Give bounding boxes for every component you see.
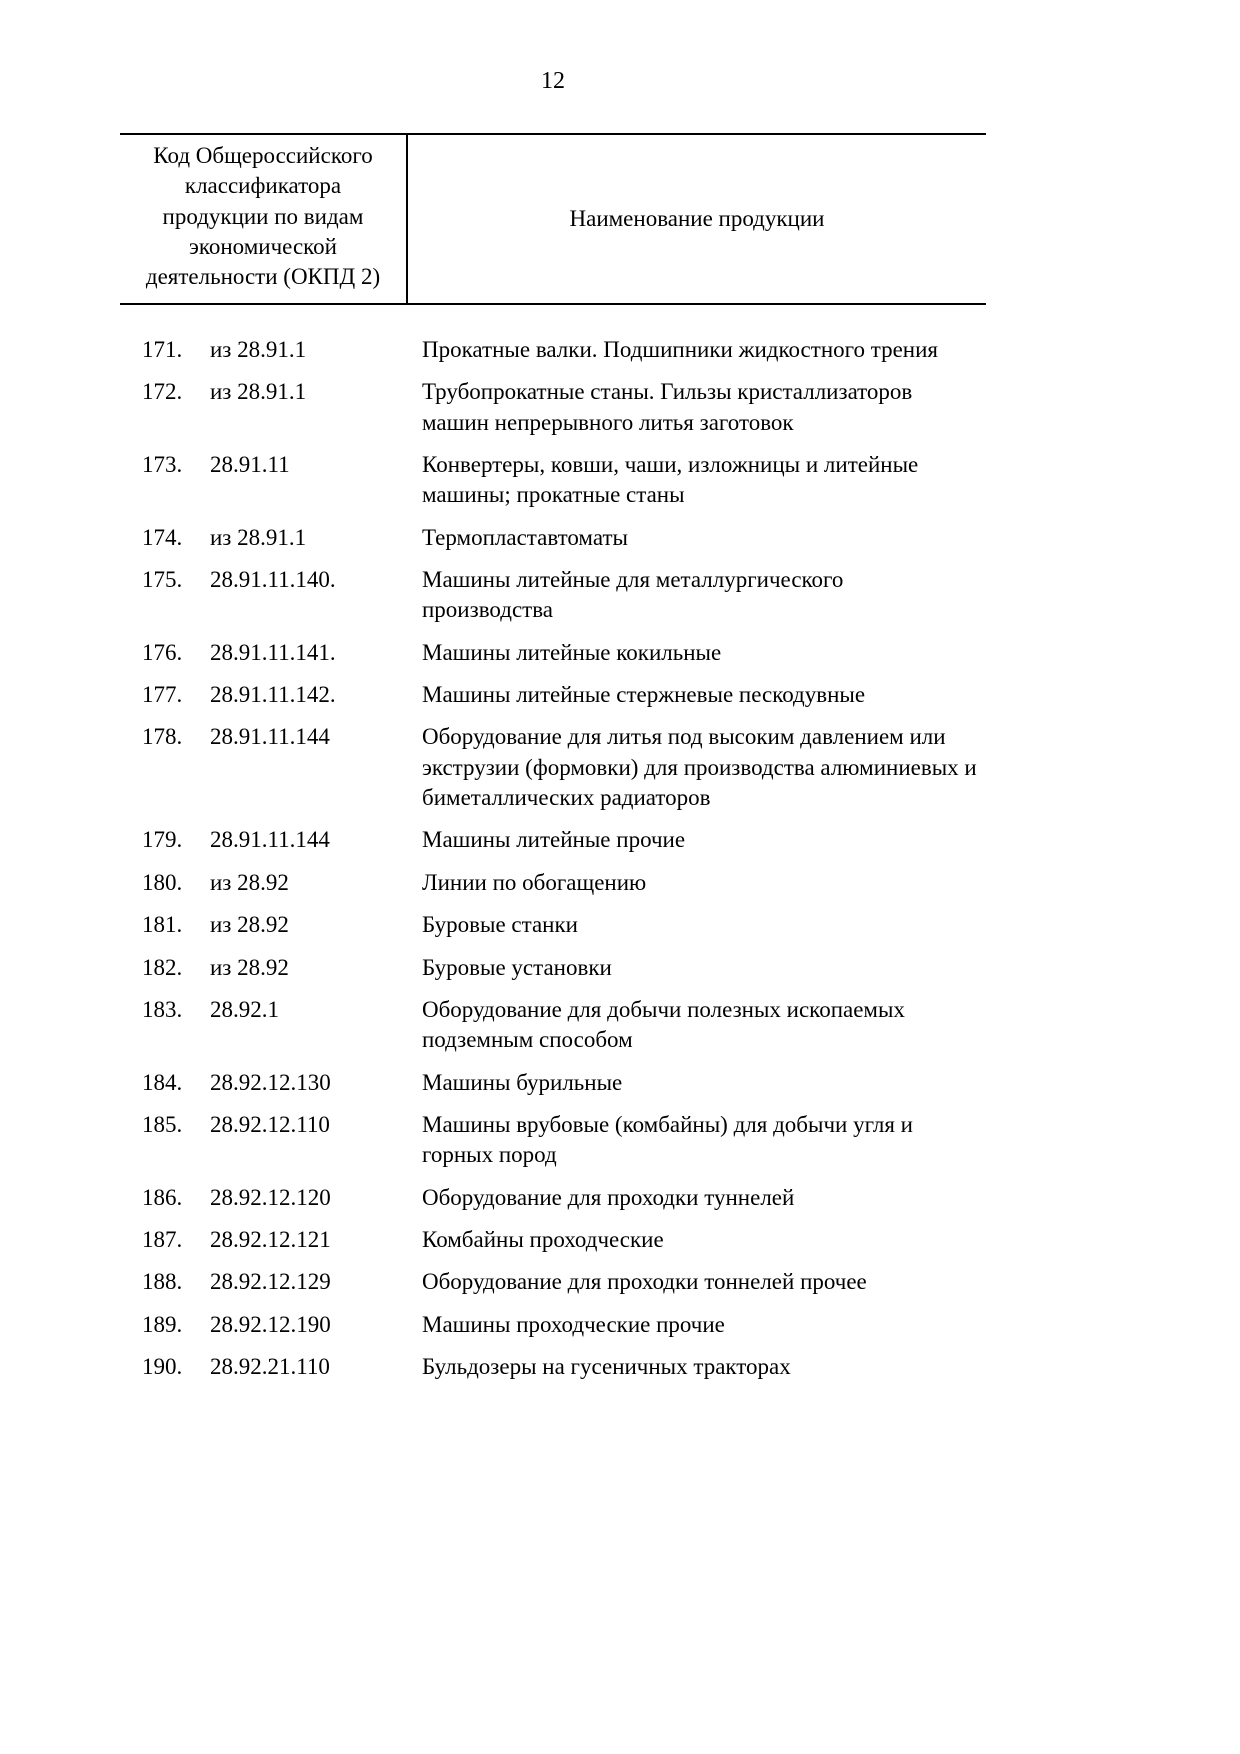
product-name: Машины литейные прочие [422, 827, 686, 853]
row-number: 171. [142, 336, 183, 362]
okpd-code: из 28.92 [210, 954, 289, 980]
table-row [120, 1183, 986, 1213]
table-row [120, 910, 986, 940]
table-row [120, 335, 986, 365]
product-name: Оборудование для проходки тоннелей прочее [422, 1269, 867, 1295]
product-name: Машины проходческие прочие [422, 1311, 725, 1337]
product-name: Оборудование для литья под высоким давлением или экструзии (формовки) для производства алюминиевых и биметаллических радиаторов [422, 724, 977, 811]
table-row [120, 450, 986, 511]
table-row [120, 638, 986, 668]
okpd-code: из 28.91.1 [210, 524, 307, 550]
table-row [120, 1310, 986, 1340]
table-row [120, 1068, 986, 1098]
product-name: Прокатные валки. Подшипники жидкостного трения [422, 336, 938, 362]
table-row [120, 1225, 986, 1255]
table-header-name-column: Наименование продукции [569, 205, 825, 231]
okpd-code: 28.91.11.142. [210, 682, 336, 708]
row-number: 178. [142, 724, 183, 750]
okpd-code: 28.91.11 [210, 451, 290, 477]
okpd-code: 28.91.11.144 [210, 827, 330, 853]
product-name: Машины литейные для металлургического производства [422, 566, 844, 623]
table-row [120, 953, 986, 983]
product-name: Машины бурильные [422, 1069, 623, 1095]
row-number: 177. [142, 682, 183, 708]
okpd-code: 28.92.12.110 [210, 1111, 330, 1137]
table-row [120, 722, 986, 813]
row-number: 186. [142, 1184, 183, 1210]
product-name: Машины литейные стержневые пескодувные [422, 682, 866, 708]
table-body [120, 305, 986, 1383]
row-number: 188. [142, 1269, 183, 1295]
row-number: 182. [142, 954, 183, 980]
table-row [120, 1267, 986, 1297]
table-row [120, 377, 986, 438]
product-name: Машины врубовые (комбайны) для добычи угля и горных пород [422, 1111, 913, 1168]
row-number: 185. [142, 1111, 183, 1137]
table-row [120, 868, 986, 898]
okpd-code: из 28.91.1 [210, 379, 307, 405]
okpd-code: 28.92.12.190 [210, 1311, 331, 1337]
row-number: 181. [142, 912, 183, 938]
product-name: Бульдозеры на гусеничных тракторах [422, 1354, 791, 1380]
row-number: 187. [142, 1227, 183, 1253]
table-row [120, 825, 986, 855]
table-header [120, 133, 986, 305]
okpd-code: 28.92.12.129 [210, 1269, 331, 1295]
table-row [120, 1110, 986, 1171]
page-number: 12 [541, 68, 565, 94]
okpd-code: из 28.91.1 [210, 336, 307, 362]
page-content [120, 68, 986, 1395]
row-number: 175. [142, 566, 183, 592]
okpd-code: из 28.92 [210, 869, 289, 895]
row-number: 183. [142, 996, 183, 1022]
row-number: 174. [142, 524, 183, 550]
row-number: 173. [142, 451, 183, 477]
row-number: 184. [142, 1069, 183, 1095]
product-name: Трубопрокатные станы. Гильзы кристаллизаторов машин непрерывного литья заготовок [422, 379, 913, 435]
row-number: 176. [142, 639, 183, 665]
okpd-code: 28.92.21.110 [210, 1354, 330, 1380]
product-name: Конвертеры, ковши, чаши, изложницы и литейные машины; прокатные станы [422, 451, 919, 508]
product-name: Линии по обогащению [422, 869, 647, 895]
table-header-code-column: Код Общероссийского классификатора продукции по видам экономической деятельности (ОКПД 2) [120, 135, 408, 303]
product-name: Машины литейные кокильные [422, 639, 722, 665]
product-name: Буровые установки [422, 954, 612, 980]
okpd-code: из 28.92 [210, 912, 289, 938]
row-number: 189. [142, 1311, 183, 1337]
row-number: 179. [142, 827, 183, 853]
table-row [120, 995, 986, 1056]
okpd-code: 28.91.11.144 [210, 724, 330, 750]
row-number: 172. [142, 379, 183, 405]
table-row [120, 565, 986, 626]
okpd-code: 28.91.11.141. [210, 639, 336, 665]
table-row [120, 1352, 986, 1382]
table-row [120, 680, 986, 710]
okpd-code: 28.91.11.140. [210, 566, 336, 592]
table-row [120, 523, 986, 553]
row-number: 180. [142, 869, 183, 895]
product-name: Оборудование для добычи полезных ископаемых подземным способом [422, 996, 905, 1053]
product-name: Оборудование для проходки туннелей [422, 1184, 795, 1210]
okpd-code: 28.92.12.120 [210, 1184, 331, 1210]
okpd-code: 28.92.1 [210, 996, 279, 1022]
product-name: Комбайны проходческие [422, 1227, 664, 1253]
okpd-code: 28.92.12.130 [210, 1069, 331, 1095]
row-number: 190. [142, 1354, 183, 1380]
okpd-code: 28.92.12.121 [210, 1227, 331, 1253]
product-name: Термопластавтоматы [422, 524, 628, 550]
product-name: Буровые станки [422, 912, 578, 938]
